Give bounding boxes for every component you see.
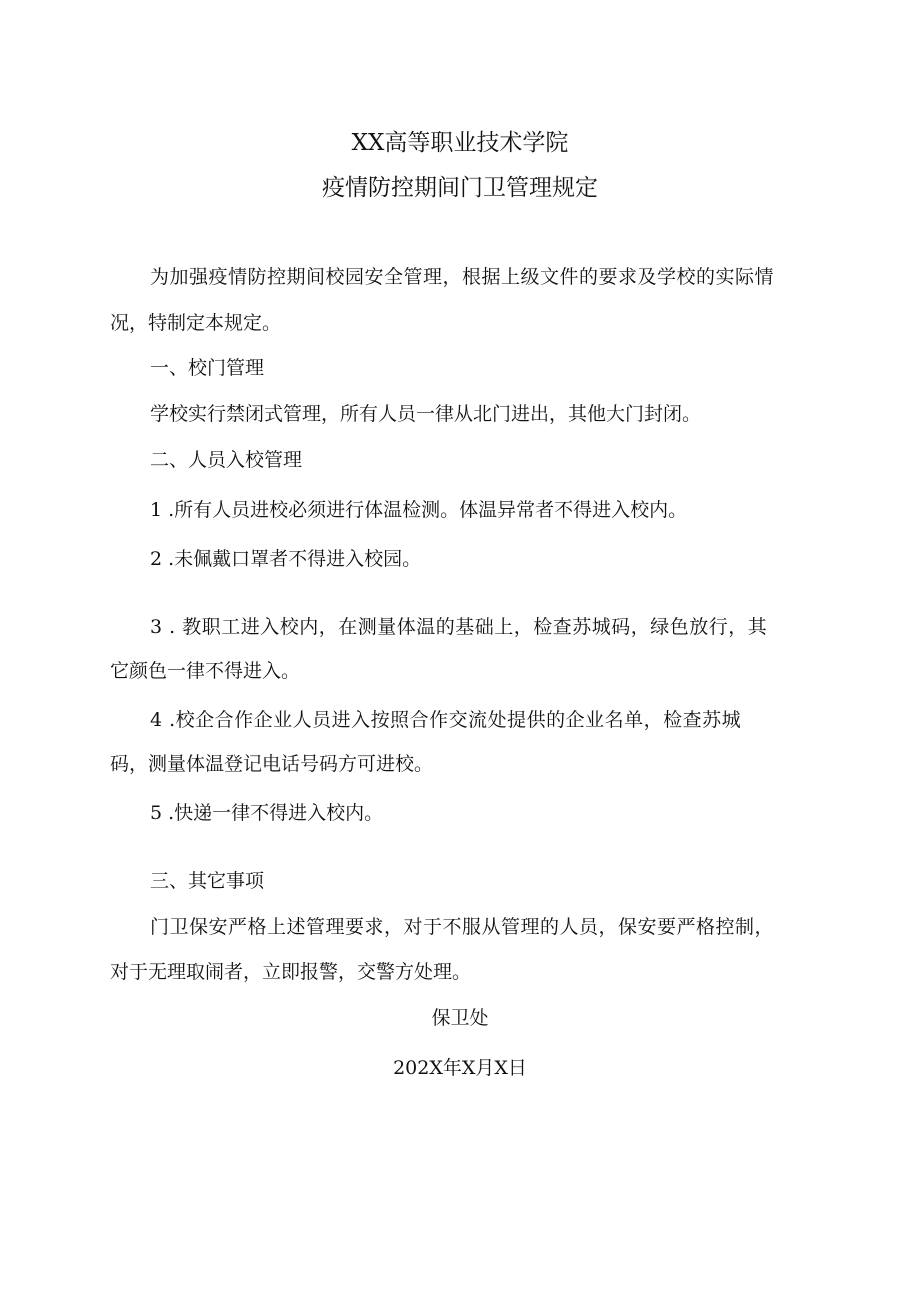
list-item-4-line-2: 码，测量体温登记电话号码方可进校。	[110, 753, 434, 775]
section-text-gate: 学校实行禁闭式管理，所有人员一律从北门进出，其他大门封闭。	[150, 403, 702, 425]
section-text-other-line-1: 门卫保安严格上述管理要求，对于不服从管理的人员，保安要严格控制，	[150, 916, 775, 938]
intro-paragraph-line-2: 况，特制定本规定。	[110, 312, 282, 334]
list-item-4-line-1: 4 .校企合作企业人员进入按照合作交流处提供的企业名单，检查苏城	[150, 709, 742, 731]
signature-date: 202X年X月X日	[393, 1057, 527, 1079]
section-heading-other: 三、其它事项	[150, 870, 265, 892]
list-item-5: 5 .快递一律不得进入校内。	[150, 802, 384, 824]
section-heading-gate: 一、校门管理	[150, 357, 265, 379]
signature-department: 保卫处	[431, 1007, 489, 1029]
list-item-1: 1 .所有人员进校必须进行体温检测。体温异常者不得进入校内。	[150, 499, 688, 521]
intro-paragraph-line-1: 为加强疫情防控期间校园安全管理，根据上级文件的要求及学校的实际情	[150, 266, 775, 288]
document-subtitle: 疫情防控期间门卫管理规定	[322, 175, 598, 201]
list-item-3-line-1: 3 . 教职工进入校内，在测量体温的基础上，检查苏城码，绿色放行，其	[150, 616, 768, 638]
document-title: XX高等职业技术学院	[351, 130, 569, 156]
section-heading-entry: 二、人员入校管理	[150, 449, 303, 471]
list-item-2: 2 .未佩戴口罩者不得进入校园。	[150, 548, 422, 570]
section-text-other-line-2: 对于无理取闹者，立即报警，交警方处理。	[110, 961, 472, 983]
list-item-3-line-2: 它颜色一律不得进入。	[110, 660, 301, 682]
